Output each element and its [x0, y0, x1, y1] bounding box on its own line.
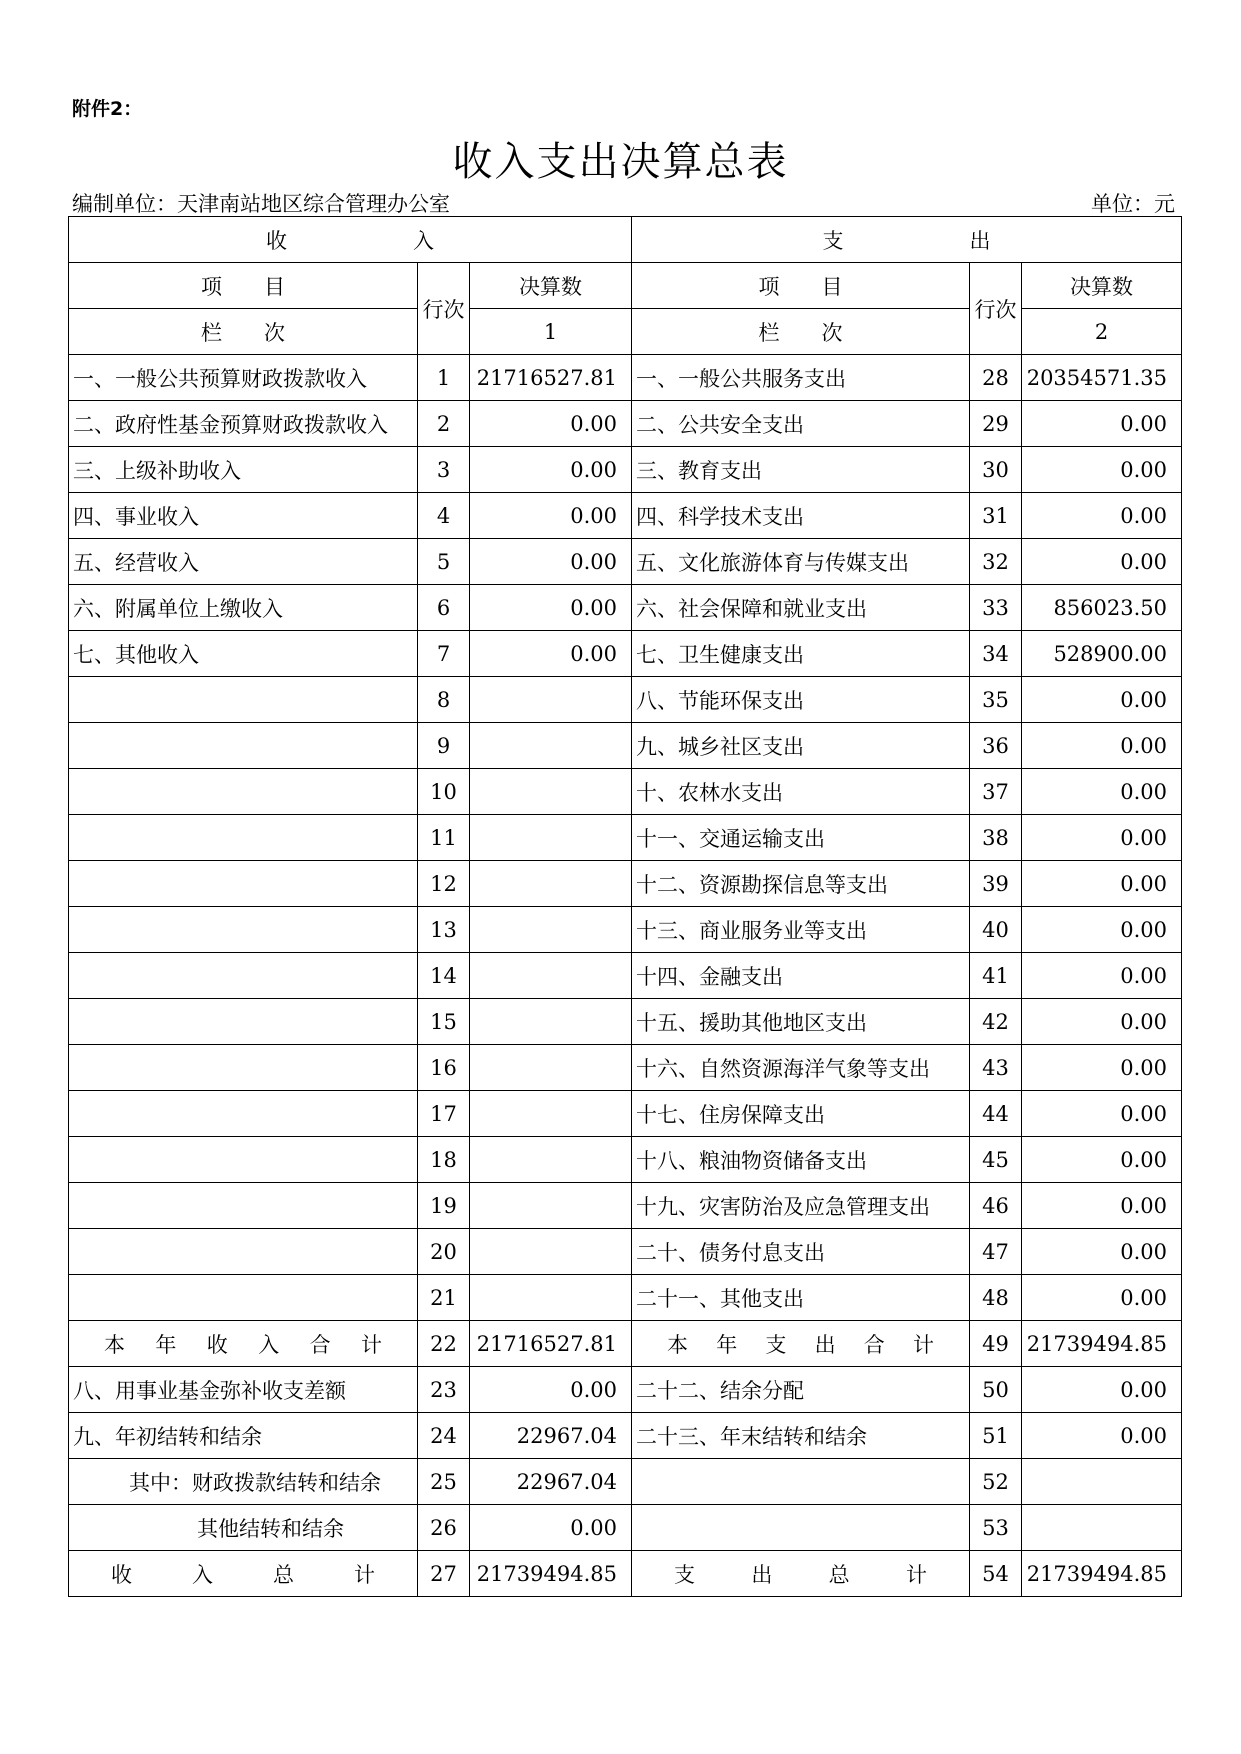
income-line-header: 行次: [418, 263, 470, 355]
table-row: [69, 447, 1182, 493]
income-amount: [470, 1091, 632, 1137]
year-total-row: [69, 1321, 1182, 1367]
expense-line-number: 42: [970, 999, 1022, 1045]
expense-item: 六、社会保障和就业支出: [632, 585, 970, 631]
expense-line-number: 37: [970, 769, 1022, 815]
income-amount: [470, 1275, 632, 1321]
table-row: [69, 815, 1182, 861]
expense-amount: 0.00: [1022, 999, 1182, 1045]
income-line-number: 24: [418, 1413, 470, 1459]
expense-item: 十二、资源勘探信息等支出: [632, 861, 970, 907]
table-row: [69, 1091, 1182, 1137]
expense-line-number: 50: [970, 1367, 1022, 1413]
income-line-number: 25: [418, 1459, 470, 1505]
income-item: [69, 1045, 418, 1091]
expense-amount: 0.00: [1022, 1229, 1182, 1275]
table-row: [69, 677, 1182, 723]
income-expense-table: [68, 216, 1182, 1597]
income-line-number: 7: [418, 631, 470, 677]
expense-amount: 528900.00: [1022, 631, 1182, 677]
sub-row-fiscal-carryover: [69, 1459, 1182, 1505]
expense-line-number: 47: [970, 1229, 1022, 1275]
income-item: [69, 907, 418, 953]
income-line-number: 9: [418, 723, 470, 769]
income-item: 五、经营收入: [69, 539, 418, 585]
income-amount: [470, 1183, 632, 1229]
expense-amount: 0.00: [1022, 677, 1182, 723]
expense-column-number: 2: [1022, 309, 1182, 355]
expense-item: 二十二、结余分配: [632, 1367, 970, 1413]
income-amount: 21739494.85: [470, 1551, 632, 1597]
expense-item: 八、节能环保支出: [632, 677, 970, 723]
expense-item: 十八、粮油物资储备支出: [632, 1137, 970, 1183]
income-line-number: 11: [418, 815, 470, 861]
expense-line-number: 41: [970, 953, 1022, 999]
income-line-number: 13: [418, 907, 470, 953]
expense-item: 十五、援助其他地区支出: [632, 999, 970, 1045]
header-row-section: [69, 217, 1182, 263]
expense-amount: 0.00: [1022, 1091, 1182, 1137]
expense-item: 十四、金融支出: [632, 953, 970, 999]
income-item: [69, 1091, 418, 1137]
currency-unit: 单位：元: [1091, 192, 1175, 216]
income-line-number: 20: [418, 1229, 470, 1275]
expense-amount: 0.00: [1022, 1137, 1182, 1183]
expense-item: 十七、住房保障支出: [632, 1091, 970, 1137]
income-line-number: 15: [418, 999, 470, 1045]
expense-line-number: 33: [970, 585, 1022, 631]
expense-amount: 856023.50: [1022, 585, 1182, 631]
expense-line-number: 54: [970, 1551, 1022, 1597]
income-column-number: 1: [470, 309, 632, 355]
income-item: 六、附属单位上缴收入: [69, 585, 418, 631]
expense-line-number: 45: [970, 1137, 1022, 1183]
income-item-header: 项 目: [69, 263, 418, 309]
sub-row-other-carryover: [69, 1505, 1182, 1551]
expense-item: 十一、交通运输支出: [632, 815, 970, 861]
table-row: [69, 401, 1182, 447]
income-amount: 21716527.81: [470, 355, 632, 401]
expense-amount-header: 决算数: [1022, 263, 1182, 309]
income-item: 二、政府性基金预算财政拨款收入: [69, 401, 418, 447]
expense-amount: 21739494.85: [1022, 1321, 1182, 1367]
income-line-number: 27: [418, 1551, 470, 1597]
income-line-number: 21: [418, 1275, 470, 1321]
expense-amount: 0.00: [1022, 815, 1182, 861]
expense-item: 三、教育支出: [632, 447, 970, 493]
expense-amount: 0.00: [1022, 723, 1182, 769]
income-item: 三、上级补助收入: [69, 447, 418, 493]
income-line-number: 14: [418, 953, 470, 999]
expense-line-number: 30: [970, 447, 1022, 493]
expense-item: 二十、债务付息支出: [632, 1229, 970, 1275]
expense-item: 二十一、其他支出: [632, 1275, 970, 1321]
income-amount: 22967.04: [470, 1413, 632, 1459]
income-line-number: 8: [418, 677, 470, 723]
income-amount: [470, 1137, 632, 1183]
expense-amount: 21739494.85: [1022, 1551, 1182, 1597]
income-amount: [470, 1229, 632, 1275]
expense-line-number: 35: [970, 677, 1022, 723]
income-amount: 0.00: [470, 1505, 632, 1551]
expense-line-number: 43: [970, 1045, 1022, 1091]
table-row: [69, 1183, 1182, 1229]
expense-item: 本年支出合计: [632, 1321, 970, 1367]
income-item: [69, 677, 418, 723]
income-item: [69, 769, 418, 815]
income-line-number: 22: [418, 1321, 470, 1367]
income-line-number: 19: [418, 1183, 470, 1229]
income-amount: [470, 677, 632, 723]
expense-amount: 0.00: [1022, 769, 1182, 815]
income-item: [69, 1137, 418, 1183]
expense-item: [632, 1505, 970, 1551]
expense-line-number: 39: [970, 861, 1022, 907]
expense-item: 七、卫生健康支出: [632, 631, 970, 677]
expense-line-number: 48: [970, 1275, 1022, 1321]
expense-amount: [1022, 1459, 1182, 1505]
expense-line-number: 36: [970, 723, 1022, 769]
grand-total-row: [69, 1551, 1182, 1597]
income-item: [69, 999, 418, 1045]
income-item: 一、一般公共预算财政拨款收入: [69, 355, 418, 401]
income-amount: [470, 861, 632, 907]
income-amount: [470, 723, 632, 769]
page-title: 收入支出决算总表: [452, 139, 789, 185]
table-row: [69, 723, 1182, 769]
expense-line-number: 44: [970, 1091, 1022, 1137]
expense-amount: 20354571.35: [1022, 355, 1182, 401]
income-item: 八、用事业基金弥补收支差额: [69, 1367, 418, 1413]
expense-item: 十六、自然资源海洋气象等支出: [632, 1045, 970, 1091]
income-amount: [470, 769, 632, 815]
expense-line-number: 49: [970, 1321, 1022, 1367]
income-amount: 21716527.81: [470, 1321, 632, 1367]
table-row: [69, 585, 1182, 631]
expense-item: [632, 1459, 970, 1505]
table-row: [69, 861, 1182, 907]
income-amount: 0.00: [470, 493, 632, 539]
income-section-header: 收 入: [69, 217, 632, 263]
income-item: 其中：财政拨款结转和结余: [69, 1459, 418, 1505]
income-amount: [470, 953, 632, 999]
table-row: [69, 1367, 1182, 1413]
expense-item: 九、城乡社区支出: [632, 723, 970, 769]
income-item: [69, 861, 418, 907]
expense-item: 五、文化旅游体育与传媒支出: [632, 539, 970, 585]
income-column-label: 栏 次: [69, 309, 418, 355]
expense-amount: 0.00: [1022, 539, 1182, 585]
expense-line-header: 行次: [970, 263, 1022, 355]
income-item: 本年收入合计: [69, 1321, 418, 1367]
table-row: [69, 907, 1182, 953]
income-item: [69, 1183, 418, 1229]
expense-line-number: 38: [970, 815, 1022, 861]
income-amount: 0.00: [470, 401, 632, 447]
expense-line-number: 46: [970, 1183, 1022, 1229]
expense-amount: 0.00: [1022, 1367, 1182, 1413]
expense-item: 支出总计: [632, 1551, 970, 1597]
income-line-number: 12: [418, 861, 470, 907]
expense-amount: 0.00: [1022, 1045, 1182, 1091]
expense-column-label: 栏 次: [632, 309, 970, 355]
table-row: [69, 539, 1182, 585]
compiling-unit: 编制单位：天津南站地区综合管理办公室: [72, 192, 450, 216]
expense-amount: 0.00: [1022, 907, 1182, 953]
expense-item: 十三、商业服务业等支出: [632, 907, 970, 953]
income-line-number: 18: [418, 1137, 470, 1183]
expense-amount: 0.00: [1022, 1413, 1182, 1459]
income-item: 其他结转和结余: [69, 1505, 418, 1551]
income-amount: 0.00: [470, 1367, 632, 1413]
table-row: [69, 1275, 1182, 1321]
expense-amount: 0.00: [1022, 1183, 1182, 1229]
expense-amount: 0.00: [1022, 1275, 1182, 1321]
expense-line-number: 51: [970, 1413, 1022, 1459]
table-row: [69, 769, 1182, 815]
income-item: [69, 723, 418, 769]
income-line-number: 16: [418, 1045, 470, 1091]
table-row: [69, 1045, 1182, 1091]
income-amount: [470, 907, 632, 953]
table-row: [69, 1229, 1182, 1275]
income-item: 九、年初结转和结余: [69, 1413, 418, 1459]
income-line-number: 26: [418, 1505, 470, 1551]
expense-item-header: 项 目: [632, 263, 970, 309]
table-row: [69, 493, 1182, 539]
expense-line-number: 53: [970, 1505, 1022, 1551]
income-amount-header: 决算数: [470, 263, 632, 309]
income-line-number: 10: [418, 769, 470, 815]
table-row: [69, 355, 1182, 401]
income-item: 四、事业收入: [69, 493, 418, 539]
header-row-columns: [69, 263, 1182, 309]
income-item: [69, 953, 418, 999]
income-item: 七、其他收入: [69, 631, 418, 677]
table-row: [69, 953, 1182, 999]
expense-item: 四、科学技术支出: [632, 493, 970, 539]
expense-item: 十、农林水支出: [632, 769, 970, 815]
income-amount: 0.00: [470, 585, 632, 631]
expense-amount: [1022, 1505, 1182, 1551]
income-amount: 22967.04: [470, 1459, 632, 1505]
income-line-number: 3: [418, 447, 470, 493]
table-row: [69, 1137, 1182, 1183]
income-line-number: 6: [418, 585, 470, 631]
income-amount: [470, 1045, 632, 1091]
income-amount: 0.00: [470, 539, 632, 585]
income-line-number: 1: [418, 355, 470, 401]
income-line-number: 5: [418, 539, 470, 585]
income-amount: [470, 815, 632, 861]
expense-line-number: 40: [970, 907, 1022, 953]
income-amount: [470, 999, 632, 1045]
expense-amount: 0.00: [1022, 953, 1182, 999]
income-line-number: 4: [418, 493, 470, 539]
income-item: 收入总计: [69, 1551, 418, 1597]
expense-item: 二十三、年末结转和结余: [632, 1413, 970, 1459]
income-item: [69, 815, 418, 861]
table-row: [69, 999, 1182, 1045]
expense-item: 一、一般公共服务支出: [632, 355, 970, 401]
expense-item: 二、公共安全支出: [632, 401, 970, 447]
income-line-number: 2: [418, 401, 470, 447]
expense-amount: 0.00: [1022, 493, 1182, 539]
expense-line-number: 31: [970, 493, 1022, 539]
expense-line-number: 29: [970, 401, 1022, 447]
expense-line-number: 32: [970, 539, 1022, 585]
income-item: [69, 1275, 418, 1321]
expense-amount: 0.00: [1022, 861, 1182, 907]
income-amount: 0.00: [470, 631, 632, 677]
income-line-number: 17: [418, 1091, 470, 1137]
expense-item: 十九、灾害防治及应急管理支出: [632, 1183, 970, 1229]
expense-line-number: 28: [970, 355, 1022, 401]
expense-amount: 0.00: [1022, 447, 1182, 493]
expense-line-number: 52: [970, 1459, 1022, 1505]
table-row: [69, 1413, 1182, 1459]
expense-section-header: 支 出: [632, 217, 1182, 263]
income-amount: 0.00: [470, 447, 632, 493]
table-row: [69, 631, 1182, 677]
expense-line-number: 34: [970, 631, 1022, 677]
income-line-number: 23: [418, 1367, 470, 1413]
attachment-label: 附件2：: [72, 98, 143, 120]
expense-amount: 0.00: [1022, 401, 1182, 447]
income-item: [69, 1229, 418, 1275]
